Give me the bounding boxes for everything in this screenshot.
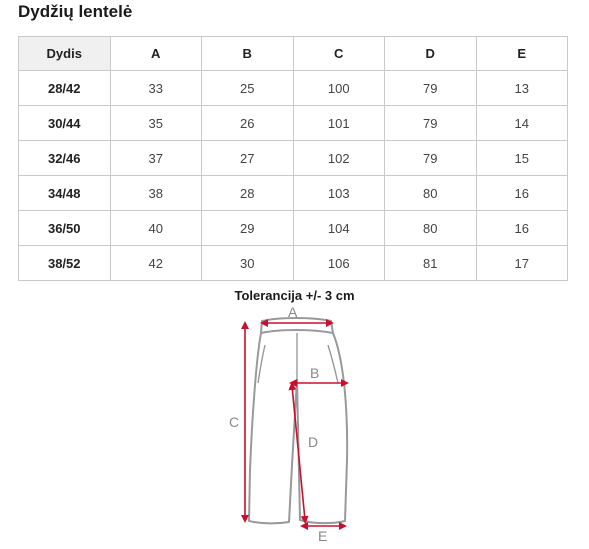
label-c: C <box>229 414 240 430</box>
table-cell: 38 <box>110 176 202 211</box>
table-cell: 42 <box>110 246 202 281</box>
table-cell: 103 <box>293 176 385 211</box>
table-cell: 14 <box>476 106 568 141</box>
table-cell: 28 <box>202 176 294 211</box>
table-cell: 17 <box>476 246 568 281</box>
pants-outline <box>249 318 347 523</box>
table-cell: 15 <box>476 141 568 176</box>
table-cell: 40 <box>110 211 202 246</box>
table-cell: 106 <box>293 246 385 281</box>
table-cell-size: 28/42 <box>19 71 111 106</box>
table-cell: 13 <box>476 71 568 106</box>
table-cell-size: 32/46 <box>19 141 111 176</box>
column-header-b: B <box>202 37 294 71</box>
table-cell: 79 <box>385 106 477 141</box>
table-cell: 25 <box>202 71 294 106</box>
table-cell: 29 <box>202 211 294 246</box>
page-title: Dydžių lentelė <box>18 2 133 21</box>
table-cell: 100 <box>293 71 385 106</box>
column-header-size: Dydis <box>19 37 111 71</box>
right-pocket-seam <box>328 345 338 383</box>
table-cell-size: 30/44 <box>19 106 111 141</box>
table-cell-size: 36/50 <box>19 211 111 246</box>
tolerance-note: Tolerancija +/- 3 cm <box>234 288 355 303</box>
table-cell: 27 <box>202 141 294 176</box>
column-header-a: A <box>110 37 202 71</box>
table-cell: 30 <box>202 246 294 281</box>
column-header-d: D <box>385 37 477 71</box>
column-header-c: C <box>293 37 385 71</box>
table-cell-size: 38/52 <box>19 246 111 281</box>
table-cell: 16 <box>476 211 568 246</box>
label-b: B <box>310 365 320 381</box>
table-cell: 79 <box>385 141 477 176</box>
table-cell: 37 <box>110 141 202 176</box>
table-cell: 102 <box>293 141 385 176</box>
table-cell: 16 <box>476 176 568 211</box>
table-cell: 101 <box>293 106 385 141</box>
table-cell: 81 <box>385 246 477 281</box>
table-cell: 79 <box>385 71 477 106</box>
table-cell-size: 34/48 <box>19 176 111 211</box>
table-cell: 80 <box>385 211 477 246</box>
table-cell: 104 <box>293 211 385 246</box>
table-cell: 26 <box>202 106 294 141</box>
label-a: A <box>288 304 298 320</box>
label-e: E <box>318 528 328 544</box>
column-header-e: E <box>476 37 568 71</box>
table-cell: 80 <box>385 176 477 211</box>
table-cell: 35 <box>110 106 202 141</box>
label-d: D <box>308 434 319 450</box>
waistband <box>261 318 333 333</box>
table-cell: 33 <box>110 71 202 106</box>
